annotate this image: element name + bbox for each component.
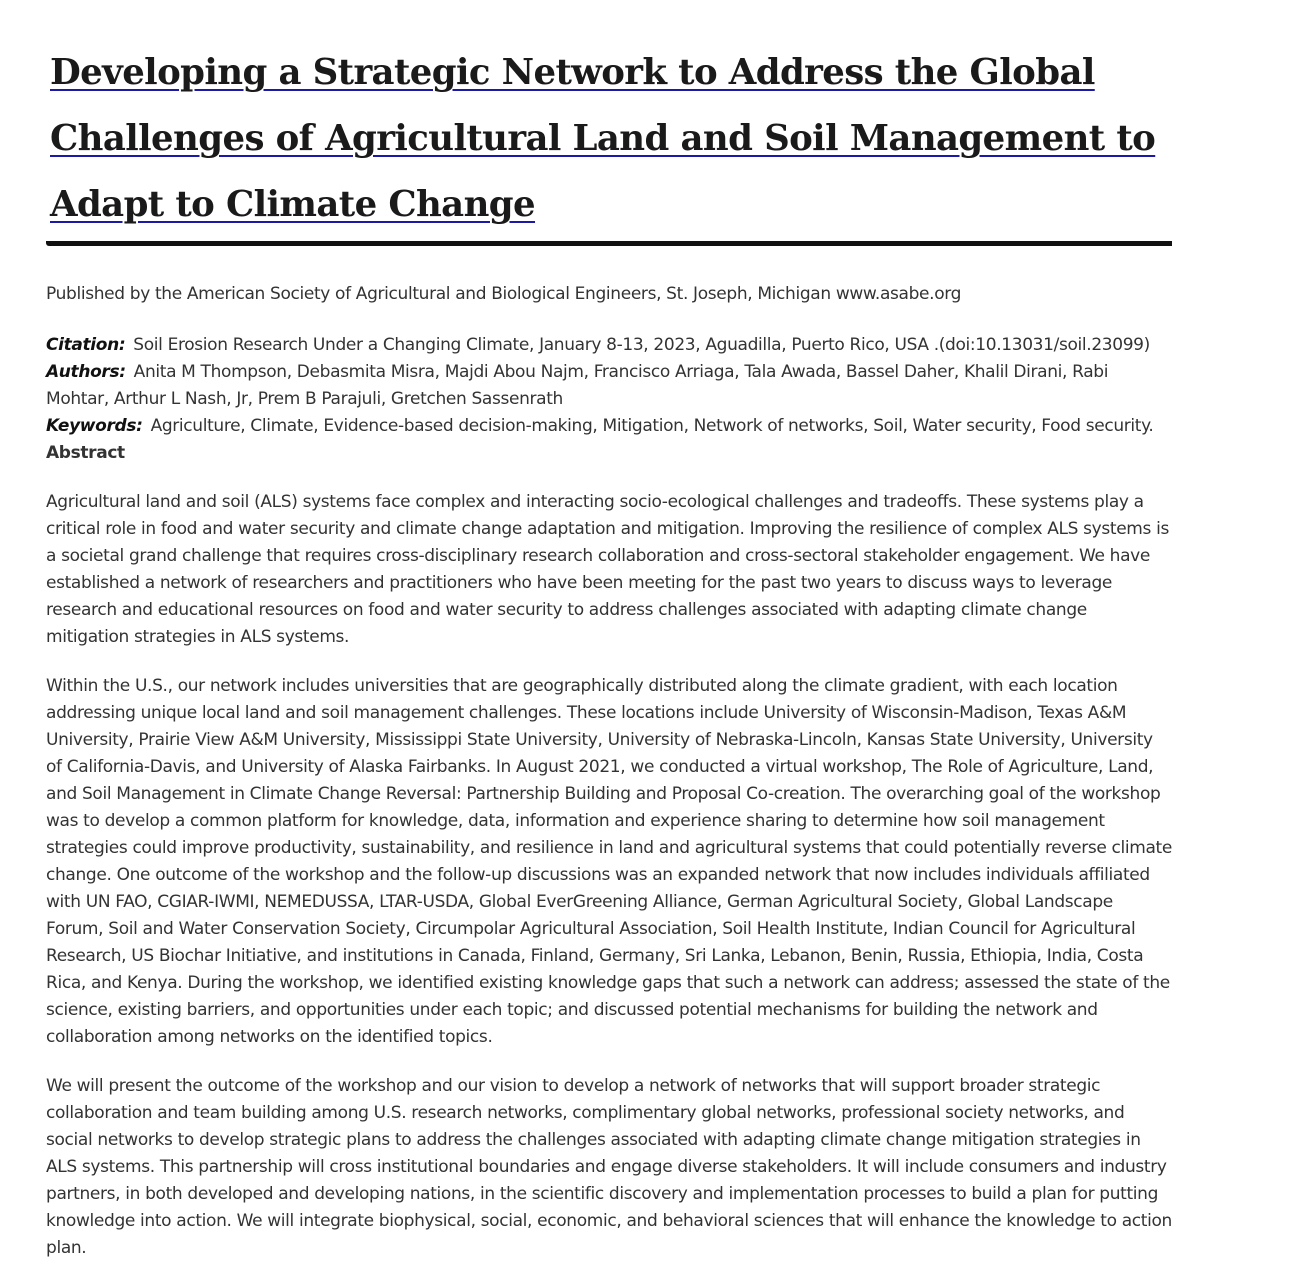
- publisher-line: Published by the American Society of Agricultural and Biological Engineers, St. Joseph, Michigan www.asabe.org: [46, 284, 962, 304]
- keywords-row: [46, 413, 1172, 440]
- authors-row: [46, 359, 1172, 413]
- abstract-heading: Abstract: [46, 443, 125, 463]
- abstract-paragraph-1: Agricultural land and soil (ALS) systems face complex and interacting socio-ecological challenges and tradeoffs. These systems play a critical role in food and water security and climate change adaptation and mitigation. Improving the resilience of complex ALS systems is a societal grand challenge that requires cross-disciplinary research collaboration and cross-sectoral stakeholder engagement. We have established a network of researchers and practitioners who have been meeting for the past two years to discuss ways to leverage research and educational resources on food and water security to address challenges associated with adapting climate change mitigation strategies in ALS systems.: [46, 492, 1169, 647]
- abstract-paragraph-3: We will present the outcome of the workshop and our vision to develop a network of networks that will support broader strategic collaboration and team building among U.S. research networks, complimentary global networks, professional society networks, and social networks to develop strategic plans to address the challenges associated with adapting climate change mitigation strategies in ALS systems. This partnership will cross institutional boundaries and engage diverse stakeholders. It will include consumers and industry partners, in both developed and developing nations, in the scientific discovery and implementation processes to build a plan for putting knowledge into action. We will integrate biophysical, social, economic, and behavioral sciences that will enhance the knowledge to action plan.: [46, 1076, 1172, 1258]
- citation-label: Citation:: [46, 335, 126, 355]
- authors-label: Authors:: [46, 362, 126, 382]
- citation-row: [46, 332, 1172, 359]
- abstract-paragraph-2: Within the U.S., our network includes universities that are geographically distributed along the climate gradient, with each location addressing unique local land and soil management challenges. These locations include University of Wisconsin-Madison, Texas A&M University, Prairie View A&M University, Mississippi State University, University of Nebraska-Lincoln, Kansas State University, University of California-Davis, and University of Alaska Fairbanks. In August 2021, we conducted a virtual workshop, The Role of Agriculture, Land, and Soil Management in Climate Change Reversal: Partnership Building and Proposal Co-creation. The overarching goal of the workshop was to develop a common platform for knowledge, data, information and experience sharing to determine how soil management strategies could improve productivity, sustainability, and resilience in land and agricultural systems that could potentially reverse climate change. One outcome of the workshop and the follow-up discussions was an expanded network that now includes individuals affiliated with UN FAO, CGIAR-IWMI, NEMEDUSSA, LTAR-USDA, Global EverGreening Alliance, German Agricultural Society, Global Landscape Forum, Soil and Water Conservation Society, Circumpolar Agricultural Association, Soil Health Institute, Indian Council for Agricultural Research, US Biochar Initiative, and institutions in Canada, Finland, Germany, Sri Lanka, Lebanon, Benin, Russia, Ethiopia, India, Costa Rica, and Kenya. During the workshop, we identified existing knowledge gaps that such a network can address; assessed the state of the science, existing barriers, and opportunities under each topic; and discussed potential mechanisms for building the network and collaboration among networks on the identified topics.: [46, 676, 1172, 1047]
- title-section: [46, 0, 1172, 238]
- keywords-value: Agriculture, Climate, Evidence-based decision-making, Mitigation, Network of networks, Soil, Water security, Food security.: [150, 416, 1154, 436]
- article-title-link[interactable]: Developing a Strategic Network to Address the Global Challenges of Agricultural Land and Soil Management to Adapt to Climate Change: [50, 52, 1156, 225]
- citation-value: Soil Erosion Research Under a Changing Climate, January 8-13, 2023, Aguadilla, Puerto Rico, USA .(doi:10.13031/soil.23099): [133, 335, 1150, 355]
- article-metadata: [46, 332, 1172, 467]
- keywords-label: Keywords:: [46, 416, 143, 436]
- article-page: [46, 0, 1172, 1262]
- authors-value: Anita M Thompson, Debasmita Misra, Majdi Abou Najm, Francisco Arriaga, Tala Awada, Bassel Daher, Khalil Dirani, Rabi Mohtar, Arthur L Nash, Jr, Prem B Parajuli, Gretchen Sassenrath: [46, 362, 1109, 409]
- title-divider: [46, 241, 1172, 246]
